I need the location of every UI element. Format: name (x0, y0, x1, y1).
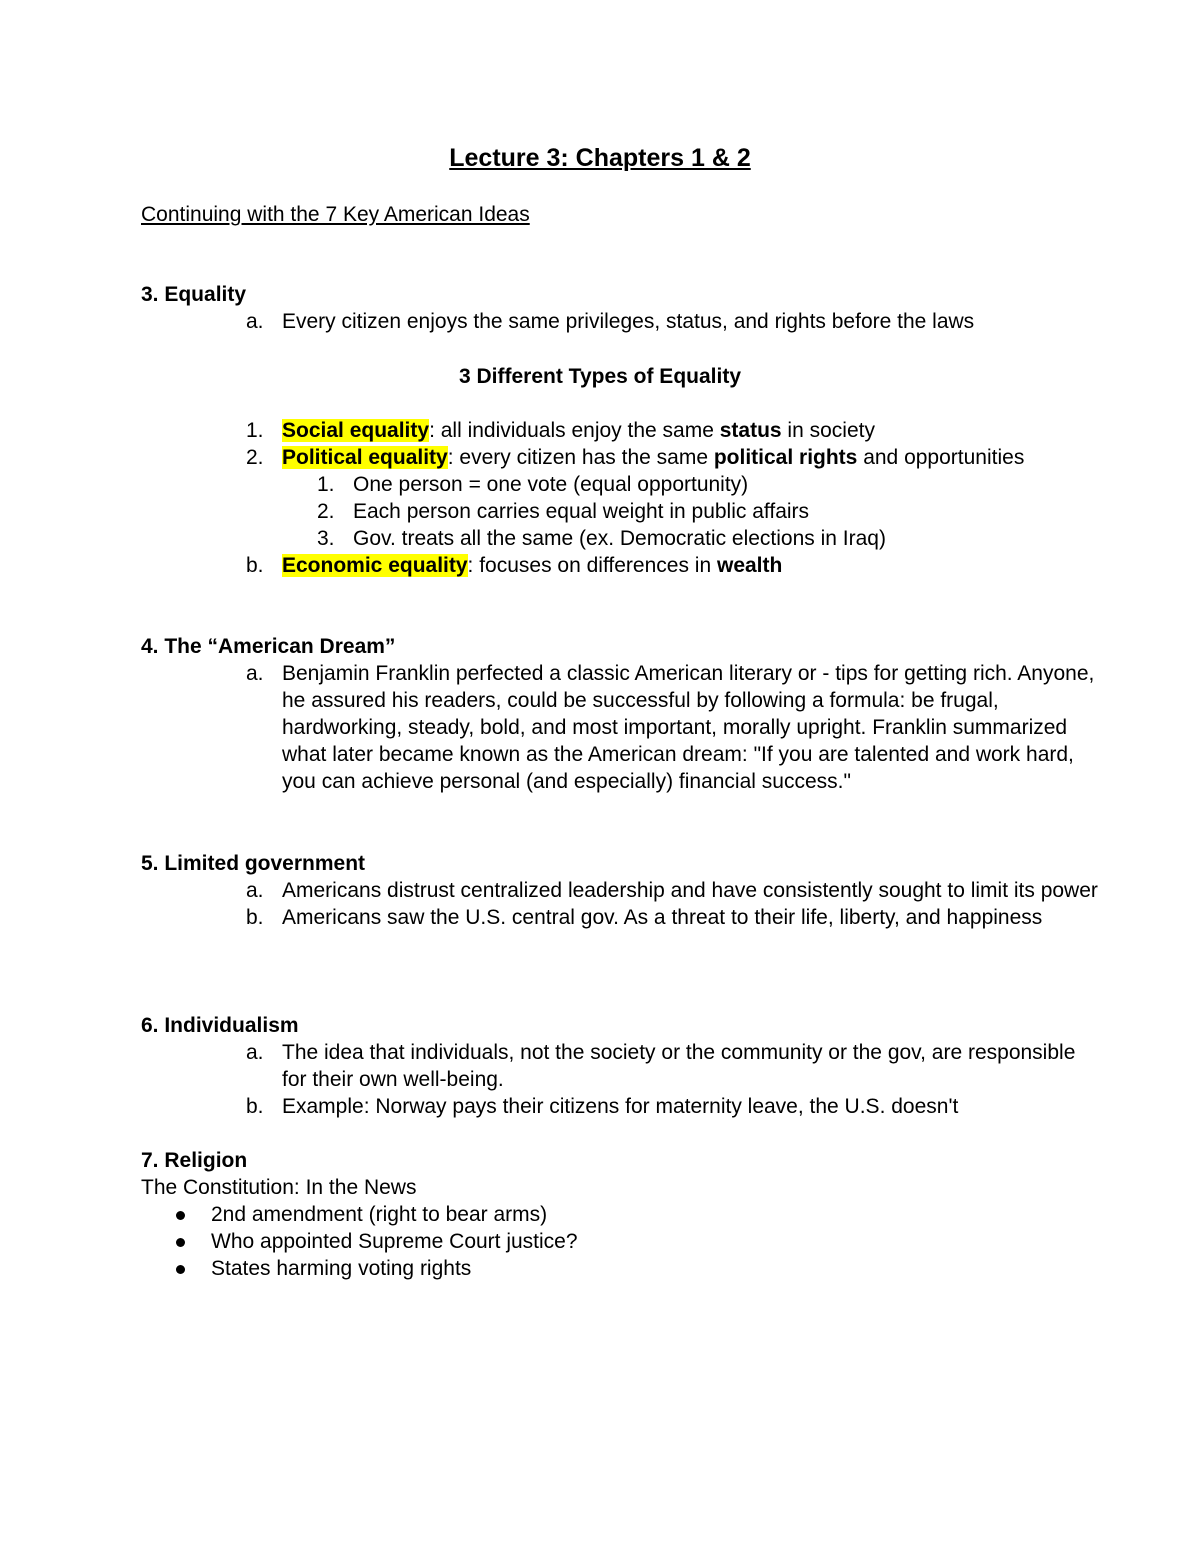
section-religion (141, 1147, 1101, 1282)
sub-list-item (141, 525, 1101, 552)
list-item-text: Every citizen enjoys the same privileges, status, and rights before the laws (282, 310, 975, 333)
list-item (141, 660, 1101, 795)
section-heading: 6. Individualism (141, 1014, 299, 1037)
list-item-text: Example: Norway pays their citizens for maternity leave, the U.S. doesn't (282, 1095, 959, 1118)
list-item-text: in society (781, 419, 875, 442)
list-marker: 1. (317, 473, 335, 496)
list-item (141, 417, 1101, 444)
list-item-text: Benjamin Franklin perfected a classic American literary or - tips for getting rich. Anyone, he assured his readers, could be successful by following a formula: be frugal, hardworking, steady, bold, and most important, morally upright. Franklin summarized what later became known as the American dream: "If you are talented and work hard, you can achieve personal (and especially) financial success." (282, 662, 1095, 793)
list-item-text: : all individuals enjoy the same (429, 419, 720, 442)
list-marker: 2. (317, 500, 335, 523)
section-heading: 7. Religion (141, 1149, 248, 1172)
list-marker: 2. (246, 446, 264, 469)
section-limited-government (141, 850, 1101, 931)
list-marker: b. (246, 906, 264, 929)
list-item-text: One person = one vote (equal opportunity) (353, 473, 749, 496)
types-heading: 3 Different Types of Equality (459, 365, 741, 388)
bullet-item (141, 1255, 1101, 1282)
list-item (141, 877, 1101, 904)
section-heading: 5. Limited government (141, 852, 366, 875)
section-heading: 4. The “American Dream” (141, 635, 396, 658)
bold-term: political rights (713, 446, 858, 469)
bold-term: status (719, 419, 782, 442)
sub-list-item (141, 471, 1101, 498)
list-marker: a. (246, 662, 264, 685)
list-marker: a. (246, 1041, 264, 1064)
list-marker: 3. (317, 527, 335, 550)
list-item-text: : focuses on differences in (467, 554, 717, 577)
bullet-item (141, 1201, 1101, 1228)
bold-term: wealth (716, 554, 783, 577)
bullet-icon (176, 1265, 185, 1274)
list-item-text: Americans saw the U.S. central gov. As a threat to their life, liberty, and happiness (282, 906, 1043, 929)
list-marker: b. (246, 1095, 264, 1118)
list-item-text: and opportunities (857, 446, 1025, 469)
list-item (141, 904, 1101, 931)
bullet-text: 2nd amendment (right to bear arms) (211, 1203, 548, 1226)
list-item (141, 308, 1101, 335)
list-marker: 1. (246, 419, 264, 442)
list-item-text: The idea that individuals, not the society or the community or the gov, are responsible for their own well-being. (282, 1041, 1076, 1091)
sub-list-item (141, 498, 1101, 525)
list-marker: a. (246, 310, 264, 333)
list-item (141, 552, 1101, 579)
page-subtitle: Continuing with the 7 Key American Ideas (141, 203, 530, 226)
body-line: The Constitution: In the News (141, 1176, 417, 1199)
section-equality (141, 281, 1101, 335)
list-item (141, 444, 1101, 471)
section-heading: 3. Equality (141, 283, 247, 306)
highlighted-term: Social equality (282, 419, 430, 442)
highlighted-term: Economic equality (282, 554, 468, 577)
list-item-text: Each person carries equal weight in public affairs (353, 500, 810, 523)
types-list (141, 417, 1101, 579)
list-marker: a. (246, 879, 264, 902)
list-marker: b. (246, 554, 264, 577)
bullet-icon (176, 1211, 185, 1220)
section-american-dream (141, 633, 1101, 795)
bullet-item (141, 1228, 1101, 1255)
page-title: Lecture 3: Chapters 1 & 2 (449, 144, 751, 172)
list-item (141, 1039, 1101, 1093)
bullet-text: States harming voting rights (211, 1257, 472, 1280)
bullet-icon (176, 1238, 185, 1247)
highlighted-term: Political equality (282, 446, 448, 469)
list-item (141, 1093, 1101, 1120)
section-individualism (141, 1012, 1101, 1120)
list-item-text: : every citizen has the same (447, 446, 714, 469)
list-item-text: Gov. treats all the same (ex. Democratic elections in Iraq) (353, 527, 886, 550)
list-item-text: Americans distrust centralized leadership and have consistently sought to limit its power (282, 879, 1098, 902)
bullet-text: Who appointed Supreme Court justice? (211, 1230, 578, 1253)
